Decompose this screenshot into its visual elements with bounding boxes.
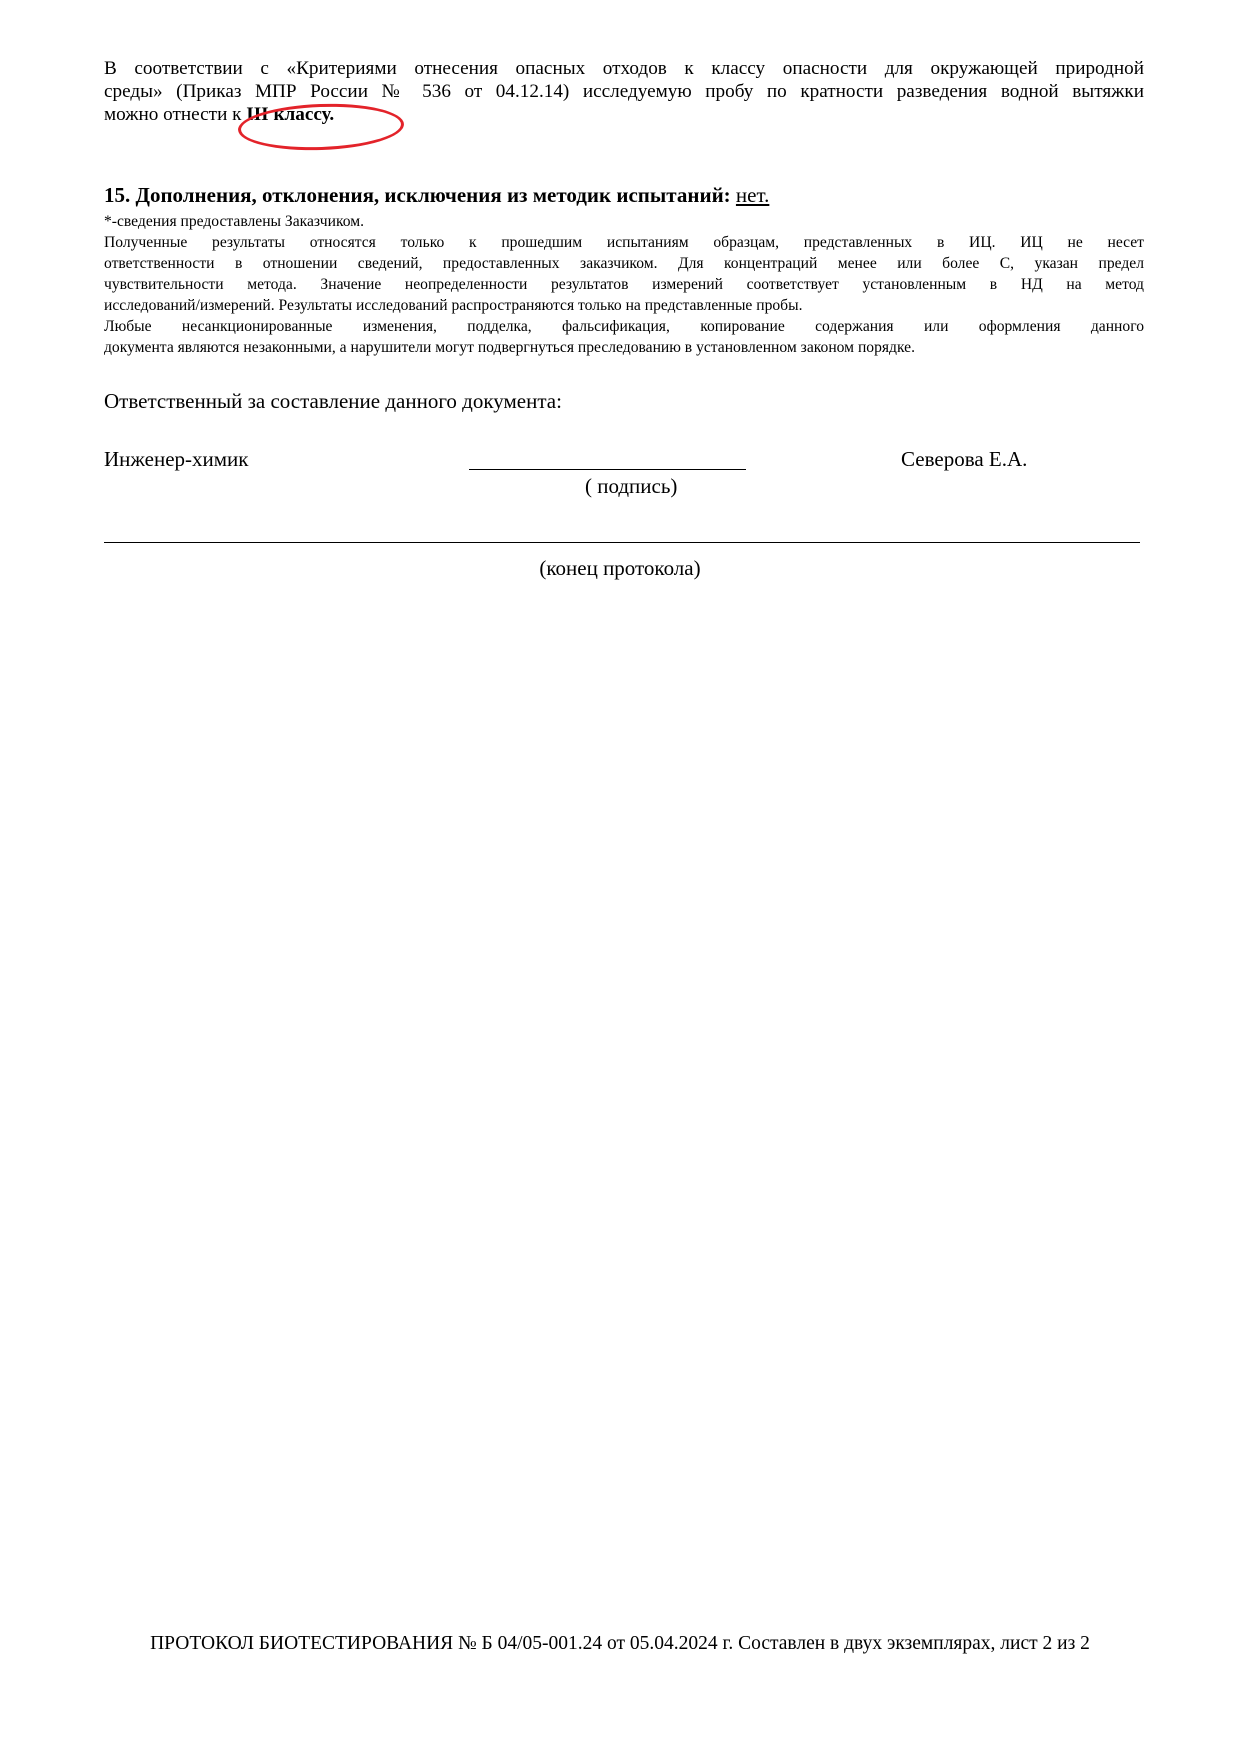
classification-line-2: среды» (Приказ МПР России № 536 от 04.12.14) исследуемую пробу по кратности разведения водной вытяжки [104, 81, 1144, 102]
section-15-title: 15. Дополнения, отклонения, исключения из методик испытаний: [104, 183, 736, 207]
note-line: ответственности в отношении сведений, предоставленных заказчиком. Для концентраций менее или более С, указан предел [104, 255, 1144, 272]
note-line: чувствительности метода. Значение неопределенности результатов измерений соответствует установленным в НД на метод [104, 276, 1144, 293]
signer-name: Северова Е.А. [901, 447, 1028, 471]
section-15-answer: нет. [735, 183, 770, 207]
note-line: исследований/измерений. Результаты исследований распространяются только на представленные пробы. [104, 297, 803, 314]
note-line: Полученные результаты относятся только к прошедшим испытаниям образцам, представленных в ИЦ. ИЦ не несет [104, 234, 1144, 251]
hazard-class: III классу. [246, 104, 335, 125]
classification-line-1: В соответствии с «Критериями отнесения опасных отходов к классу опасности для окружающей природной [104, 58, 1144, 79]
note-line: *-сведения предоставлены Заказчиком. [104, 213, 364, 230]
signature-line [469, 469, 746, 470]
note-line: Любые несанкционированные изменения, подделка, фальсификация, копирование содержания или оформления данного [104, 318, 1144, 335]
notes-block [104, 211, 1144, 358]
note-line: документа являются незаконными, а нарушители могут подвергнуться преследованию в установленном законом порядке. [104, 339, 915, 356]
classification-prefix: можно отнести к [104, 104, 247, 125]
section-15-heading [104, 183, 769, 208]
signer-role: Инженер-химик [104, 447, 249, 471]
page-footer: ПРОТОКОЛ БИОТЕСТИРОВАНИЯ № Б 04/05-001.24 от 05.04.2024 г. Составлен в двух экземплярах, лист 2 из 2 [150, 1633, 1090, 1654]
divider-line [104, 542, 1140, 543]
signature-label: ( подпись) [585, 474, 678, 498]
end-of-protocol: (конец протокола) [539, 556, 701, 580]
responsible-heading: Ответственный за составление данного документа: [104, 389, 562, 413]
